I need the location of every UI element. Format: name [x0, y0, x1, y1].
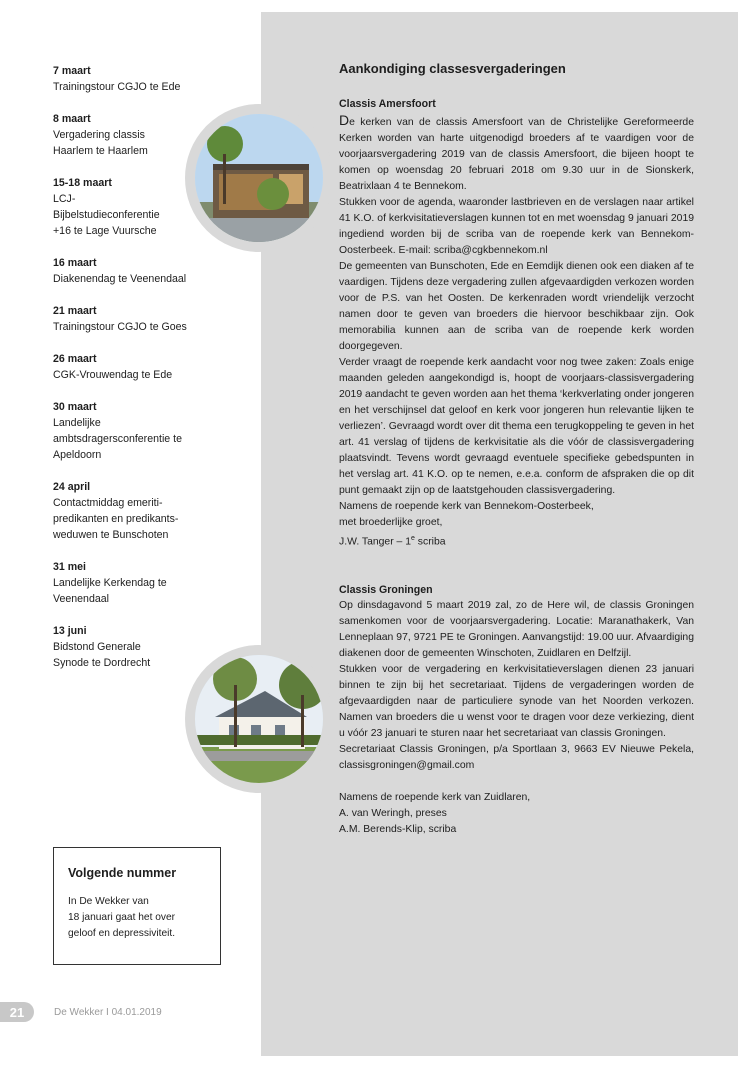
closing-line: A.M. Berends-Klip, scriba — [339, 824, 457, 836]
calendar-event: Contactmiddag emeriti- predikanten en predikants- weduwen te Bunschoten — [53, 497, 179, 541]
next-issue-box — [53, 847, 221, 965]
spacer — [339, 550, 694, 582]
paragraph: Stukken voor de agenda, waaronder lastbrieven en de verslagen naar artikel 41 K.O. of kerkvisitatieverslagen kunnen tot en met woensdag 9 januari 2019 ingediend worden bij de scriba van de roepende kerk van Bennekom-Oosterbeek. E-mail: scriba@cgkbennekom.nl — [339, 197, 694, 256]
paragraph — [339, 112, 694, 195]
section-heading-groningen: Classis Groningen — [339, 584, 433, 597]
church-photo-brick — [185, 645, 333, 793]
calendar-event: Bidstond Generale Synode te Dordrecht — [53, 641, 151, 669]
calendar-entry — [53, 559, 223, 607]
calendar-entry — [53, 623, 223, 671]
calendar-date: 30 maart — [53, 401, 97, 413]
next-issue-text: In De Wekker van 18 januari gaat het over geloof en depressiviteit. — [68, 896, 176, 939]
calendar-date: 16 maart — [53, 257, 97, 269]
next-issue-title: Volgende nummer — [68, 866, 177, 880]
calendar-entry — [53, 351, 223, 383]
church-photo-modern — [185, 104, 333, 252]
section-heading-amersfoort: Classis Amersfoort — [339, 98, 436, 110]
calendar-date: 21 maart — [53, 305, 97, 317]
signature-superscript: e — [411, 535, 415, 542]
calendar-entry — [53, 479, 223, 543]
spacer — [339, 774, 694, 790]
calendar-event: Trainingstour CGJO te Goes — [53, 321, 187, 333]
calendar-entry — [53, 399, 223, 463]
closing-line: Namens de roepende kerk van Bennekom-Oosterbeek, — [339, 501, 594, 512]
calendar-entry — [53, 63, 223, 95]
calendar-event: Landelijke Kerkendag te Veenendaal — [53, 577, 167, 605]
calendar-event: CGK-Vrouwendag te Ede — [53, 369, 173, 381]
calendar-date: 26 maart — [53, 353, 97, 365]
calendar-date: 7 maart — [53, 65, 91, 77]
paragraph: Op dinsdagavond 5 maart 2019 zal, zo de Here wil, de classis Groningen samenkomen voor de voorjaarsvergadering. Locatie: Maranathakerk, Van Lenneplaan 97, 9721 PE te Groningen. Aanvangstijd: 19.00 uur. Afvaardiging diakenen door de gemeenten Winschoten, Zuidlaren en Delfzijl. — [339, 600, 694, 660]
paragraph: De gemeenten van Bunschoten, Ede en Eemdijk dienen ook een diaken af te vaardigen. Tijdens deze vergadering zullen afgevaardigden verkozen worden voor de P.S. van het Oosten. De kerkenraden wordt vriendelijk verzocht namen door te geven van broeders die hiervoor beschikbaar zijn. Ook memorabilia kunnen aan de scriba van de roepende kerk worden doorgegeven. — [339, 261, 694, 352]
paragraph: Secretariaat Classis Groningen, p/a Sportlaan 3, 9663 EV Nieuwe Pekela, classisgroningen@gmail.com — [339, 744, 694, 772]
signature-line — [339, 531, 694, 550]
calendar-date: 13 juni — [53, 625, 87, 637]
announcement-article — [339, 60, 694, 838]
paragraph-text: e kerken van de classis Amersfoort van de Christelijke Gereformeerde Kerken worden van harte uitgenodigd broeders af te vaardigen voor de voorjaarsvergadering 2019 van de classis Amersfoort, die bijeen hoopt te komen op woensdag 20 februari 2018 om 9.30 uur in de Sionskerk, Beatrixlaan 4 te Bennekom. — [339, 117, 694, 192]
publication-info: De Wekker I 04.01.2019 — [54, 1006, 162, 1018]
page-footer — [0, 1002, 162, 1022]
calendar-event: LCJ- Bijbelstudieconferentie +16 te Lage Vuursche — [53, 193, 160, 237]
calendar-date: 8 maart — [53, 113, 91, 125]
calendar-date: 31 mei — [53, 561, 86, 573]
closing-line: A. van Weringh, preses — [339, 808, 447, 820]
page-number: 21 — [0, 1002, 34, 1022]
calendar-date: 15-18 maart — [53, 177, 112, 189]
closing-line: met broederlijke groet, — [339, 517, 443, 528]
paragraph: Verder vraagt de roepende kerk aandacht voor nog twee zaken: Zoals enige maanden geleden aangekondigd is, hoopt de voorjaars-classisvergadering 2019 aandacht te geven worden aan het thema ‘kerkverlating onder jongeren en het verschijnsel dat geloof en kerk voor jongeren hun relevantie lijken te verliezen’. Gevraagd wordt over dit thema een terugkoppeling te geven in het art. 41 verslag of tijdens de kerkvisitatie als die vóór de classisvergadering plaatsvindt. Tevens wordt gevraagd eventuele specifieke gebedspunten in het verslag art. 41 K.O. op te nemen, e.e.a. conform de afspraken die op dit punt gemaakt zijn op de laatstgehouden classisvergadering. — [339, 357, 694, 496]
paragraph: Stukken voor de vergadering en kerkvisitatieverslagen dienen 23 januari binnen te zijn bij het secretariaat. Tijdens de vergaderingen worden de afgevaardigden naar de particuliere synode van het Noorden verkozen. Namen van broeders die u wenst voor te dragen voor deze verkiezing, dient u vóór 23 januari te sturen naar het secretariaat van classis Groningen. — [339, 664, 694, 740]
signature-name: J.W. Tanger – 1 — [339, 536, 412, 548]
calendar-entry — [53, 255, 223, 287]
article-title: Aankondiging classesvergaderingen — [339, 61, 566, 76]
calendar-event: Diakenendag te Veenendaal — [53, 273, 187, 285]
calendar-event: Trainingstour CGJO te Ede — [53, 81, 181, 93]
calendar-date: 24 april — [53, 481, 91, 493]
calendar-entry — [53, 303, 223, 335]
drop-cap: D — [339, 112, 350, 128]
calendar-event: Landelijke ambtsdragersconferentie te Apeldoorn — [53, 417, 182, 461]
signature-role: scriba — [414, 536, 446, 548]
calendar-event: Vergadering classis Haarlem te Haarlem — [53, 129, 148, 157]
closing-line: Namens de roepende kerk van Zuidlaren, — [339, 792, 531, 804]
